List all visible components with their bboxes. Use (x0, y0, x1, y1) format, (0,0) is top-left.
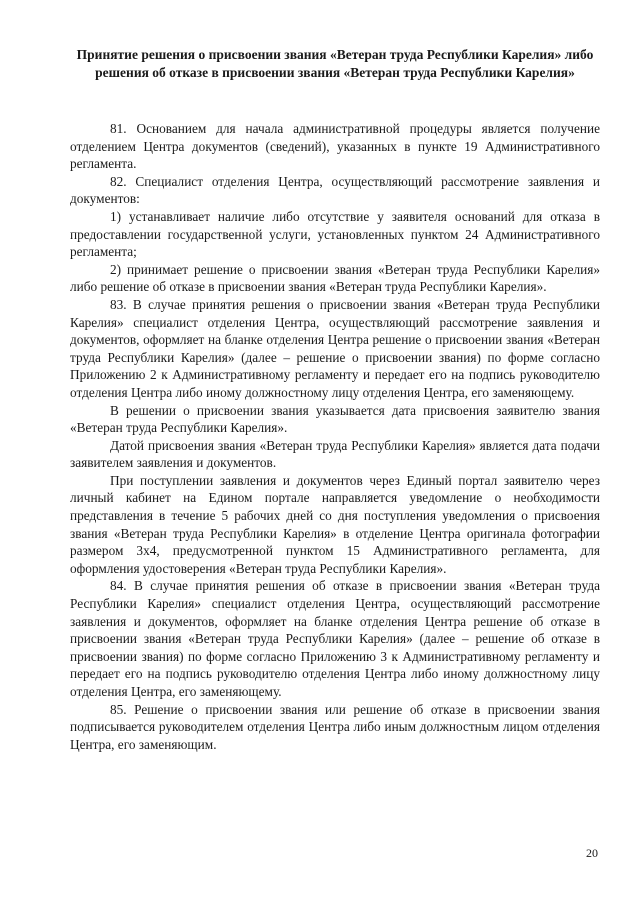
paragraph-83: 83. В случае принятия решения о присвоении звания «Ветеран труда Республики Карелия» специалист отделения Центра, осуществляющий рассмотрение заявления и документов, оформляет на бланке отделения Центра решение о присвоении звания «Ветеран труда Республики Карелия» (далее – решение о присвоении звания) по форме согласно Приложению 2 к Административному регламенту и передает его на подпись руководителю отделения Центра либо иному должностному лицу отделения Центра, его заменяющему. (70, 296, 600, 400)
paragraph-83-date-note: В решении о присвоении звания указывается дата присвоения заявителю звания «Ветеран труда Республики Карелия». (70, 402, 600, 436)
paragraph-81: 81. Основанием для начала административной процедуры является получение отделением Центра документов (сведений), указанных в пункте 19 Административного регламента. (70, 121, 600, 172)
paragraph-84: 84. В случае принятия решения об отказе в присвоении звания «Ветеран труда Республики Карелия» специалист отделения Центра, осуществляющий рассмотрение заявления и документов, оформляет на бланке отделения Центра решение об отказе в присвоении звания «Ветеран труда Республики Карелия» (далее – решение об отказе в присвоении звания) по форме согласно Приложению 3 к Административному регламенту и передает его на подпись руководителю отделения Центра либо иному должностному лицу отделения Центра, его заменяющему. (70, 578, 600, 699)
paragraph-82: 82. Специалист отделения Центра, осуществляющий рассмотрение заявления и документов: (70, 173, 600, 207)
paragraph-83-portal-note: При поступлении заявления и документов через Единый портал заявителю через личный кабинет на Едином портале направляется уведомление о необходимости представления в течение 5 рабочих дней со дня поступления уведомления о присвоения звания «Ветеран труда Республики Карелия» в отделение Центра оригинала фотографии размером 3х4, предусмотренной пунктом 15 Административного регламента, для оформления удостоверения «Ветеран труда Республики Карелия». (70, 472, 600, 576)
document-title: Принятие решения о присвоении звания «Ветеран труда Республики Карелия» либо решения об отказе в присвоении звания «Ветеран труда Республики Карелия» (76, 47, 594, 80)
paragraph-82-item-2: 2) принимает решение о присвоении звания «Ветеран труда Республики Карелия» либо решение об отказе в присвоении звания «Ветеран труда Республики Карелия». (70, 261, 600, 295)
document-body (70, 120, 600, 753)
paragraph-83-date-definition: Датой присвоения звания «Ветеран труда Республики Карелия» является дата подачи заявителем заявления и документов. (70, 437, 600, 471)
page-number: 20 (586, 846, 598, 860)
paragraph-85: 85. Решение о присвоении звания или решение об отказе в присвоении звания подписывается руководителем отделения Центра либо иным должностным лицом отделения Центра, его заменяющим. (70, 701, 600, 752)
paragraph-82-item-1: 1) устанавливает наличие либо отсутствие у заявителя оснований для отказа в предоставлении государственной услуги, установленных пунктом 24 Административного регламента; (70, 208, 600, 260)
